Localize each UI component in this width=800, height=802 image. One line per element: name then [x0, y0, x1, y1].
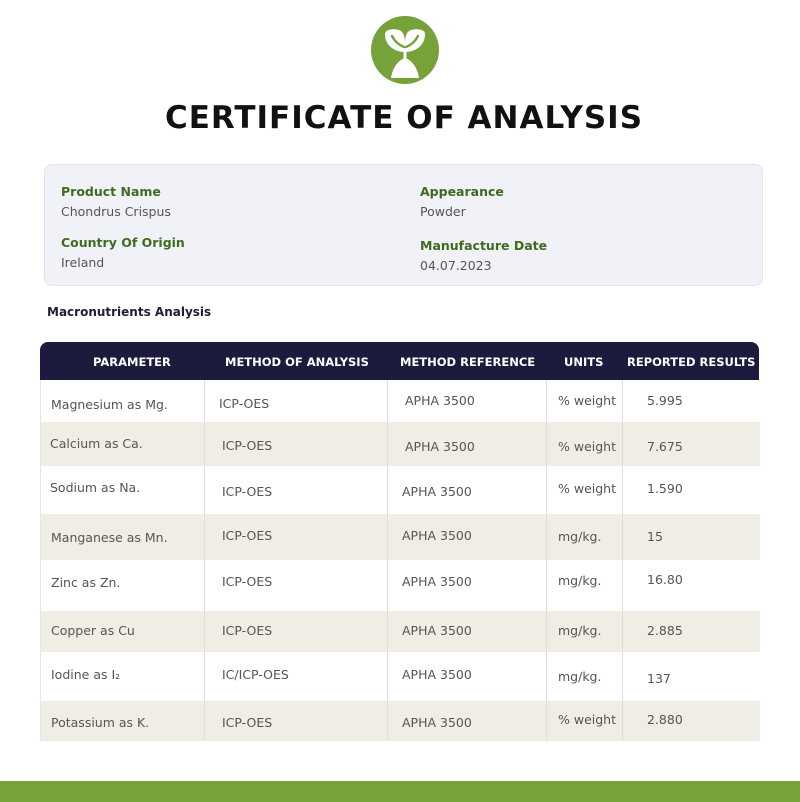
column-header-reported-results: REPORTED RESULTS: [627, 355, 756, 369]
cell-result: 16.80: [647, 572, 683, 587]
table-row: [41, 701, 760, 741]
cell-method: ICP-OES: [222, 484, 273, 499]
table-header: [40, 342, 759, 380]
cell-parameter: Calcium as Ca.: [50, 436, 143, 451]
seedling-icon: [371, 16, 439, 84]
column-divider: [387, 380, 388, 741]
cell-method: ICP-OES: [222, 623, 273, 638]
cell-result: 7.675: [647, 439, 683, 454]
cell-parameter: Potassium as K.: [51, 715, 150, 730]
cell-units: mg/kg.: [558, 669, 602, 684]
cell-parameter: Iodine as I₂: [51, 667, 121, 682]
cell-method: IC/ICP-OES: [222, 667, 289, 682]
country-of-origin-value: Ireland: [61, 255, 105, 270]
cell-reference: APHA 3500: [402, 528, 472, 543]
column-divider: [622, 380, 623, 741]
cell-reference: APHA 3500: [402, 623, 472, 638]
appearance-label: Appearance: [420, 184, 504, 199]
appearance-value: Powder: [420, 204, 466, 219]
cell-method: ICP-OES: [222, 574, 273, 589]
cell-units: % weight: [558, 439, 616, 454]
cell-reference: APHA 3500: [402, 574, 472, 589]
cell-reference: APHA 3500: [405, 393, 475, 408]
manufacture-date-label: Manufacture Date: [420, 238, 548, 253]
cell-result: 5.995: [647, 393, 683, 408]
cell-units: % weight: [558, 481, 616, 496]
cell-reference: APHA 3500: [405, 439, 475, 454]
page-title: CERTIFICATE OF ANALYSIS: [164, 100, 644, 136]
cell-units: % weight: [558, 393, 616, 408]
cell-method: ICP-OES: [219, 396, 270, 411]
cell-result: 15: [647, 529, 663, 544]
cell-units: mg/kg.: [558, 623, 602, 638]
table-row: [41, 652, 760, 701]
cell-method: ICP-OES: [222, 715, 273, 730]
cell-parameter: Magnesium as Mg.: [51, 397, 168, 412]
section-heading: Macronutrients Analysis: [47, 305, 212, 319]
cell-result: 2.880: [647, 712, 683, 727]
manufacture-date-value: 04.07.2023: [420, 258, 492, 273]
column-header-method-reference: METHOD REFERENCE: [400, 355, 536, 369]
column-header-method-of-analysis: METHOD OF ANALYSIS: [225, 355, 369, 369]
cell-result: 137: [647, 671, 671, 686]
column-header-units: UNITS: [564, 355, 604, 369]
column-divider: [546, 380, 547, 741]
footer-bar: [0, 781, 800, 802]
country-of-origin-label: Country Of Origin: [61, 235, 185, 250]
cell-parameter: Copper as Cu: [51, 623, 135, 638]
cell-result: 1.590: [647, 481, 683, 496]
table-row: [41, 560, 760, 611]
product-info-panel: [44, 164, 763, 286]
table-row: [41, 514, 760, 560]
cell-reference: APHA 3500: [402, 484, 472, 499]
product-name-label: Product Name: [61, 184, 161, 199]
cell-method: ICP-OES: [222, 528, 273, 543]
cell-parameter: Zinc as Zn.: [51, 575, 121, 590]
cell-parameter: Manganese as Mn.: [51, 530, 168, 545]
cell-reference: APHA 3500: [402, 667, 472, 682]
product-name-value: Chondrus Crispus: [61, 204, 171, 219]
cell-units: mg/kg.: [558, 573, 602, 588]
cell-units: % weight: [558, 712, 616, 727]
cell-method: ICP-OES: [222, 438, 273, 453]
table-row: [41, 466, 760, 514]
table-row: [41, 611, 760, 652]
table-row: [41, 422, 760, 466]
table-row: [41, 380, 760, 422]
cell-result: 2.885: [647, 623, 683, 638]
column-divider: [204, 380, 205, 741]
cell-parameter: Sodium as Na.: [50, 480, 141, 495]
cell-units: mg/kg.: [558, 529, 602, 544]
column-header-parameter: PARAMETER: [93, 355, 171, 369]
cell-reference: APHA 3500: [402, 715, 472, 730]
analysis-table: [40, 380, 759, 741]
